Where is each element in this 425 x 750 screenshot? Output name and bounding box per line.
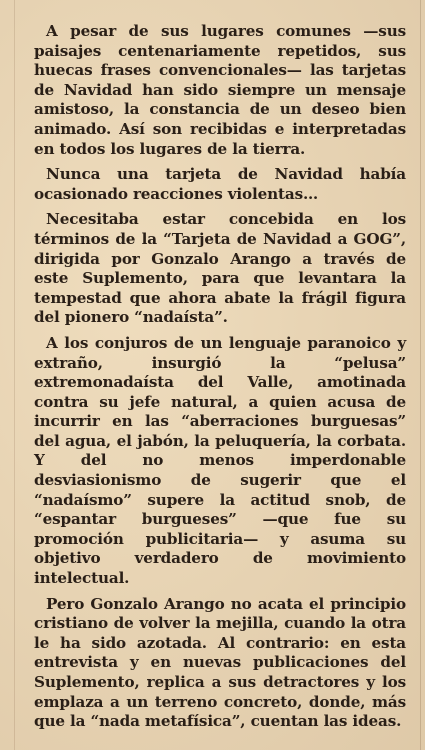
paragraph-3: Necesitaba estar concebida en los términos de la “Tarjeta de Navidad a GOG”, dirigida por Gonzalo Arango a través de este Suplemento, para que levantara la tempestad que ahora abate la frágil figura del pionero “nadaísta”.: [34, 210, 406, 327]
paragraph-1: A pesar de sus lugares comunes —sus paisajes centenariamente repetidos, sus huecas frases convencionales— las tarjetas de Navidad han sido siempre un mensaje amistoso, la constancia de un deseo bien animado. Así son recibidas e interpretadas en todos los lugares de la tierra.: [34, 22, 406, 158]
paragraph-4: A los conjuros de un lenguaje paranoico y extraño, insurgió la “pelusa” extremonadaísta del Valle, amotinada contra su jefe natural, a quien acusa de incurrir en las “aberraciones burguesas” del agua, el jabón, la peluquería, la corbata. Y del no menos imperdonable desviasionismo de sugerir que el “nadaísmo” supere la actitud snob, de “espantar burgueses” —que fue su promoción publicitaria— y asuma su objetivo verdadero de movimiento intelectual.: [34, 333, 406, 588]
paragraph-5: Pero Gonzalo Arango no acata el principio cristiano de volver la mejilla, cuando la otra le ha sido azotada. Al contrario: en esta entrevista y en nuevas publicaciones del Suplemento, replica a sus detractores y los emplaza a un terreno concreto, donde, más que la “nada metafísica”, cuentan las ideas.: [34, 594, 406, 731]
paper-fold-left: [14, 0, 15, 750]
paper-fold-right: [420, 0, 421, 750]
article-body: [34, 22, 406, 738]
paragraph-2: Nunca una tarjeta de Navidad había ocasionado reacciones violentas…: [34, 165, 406, 203]
